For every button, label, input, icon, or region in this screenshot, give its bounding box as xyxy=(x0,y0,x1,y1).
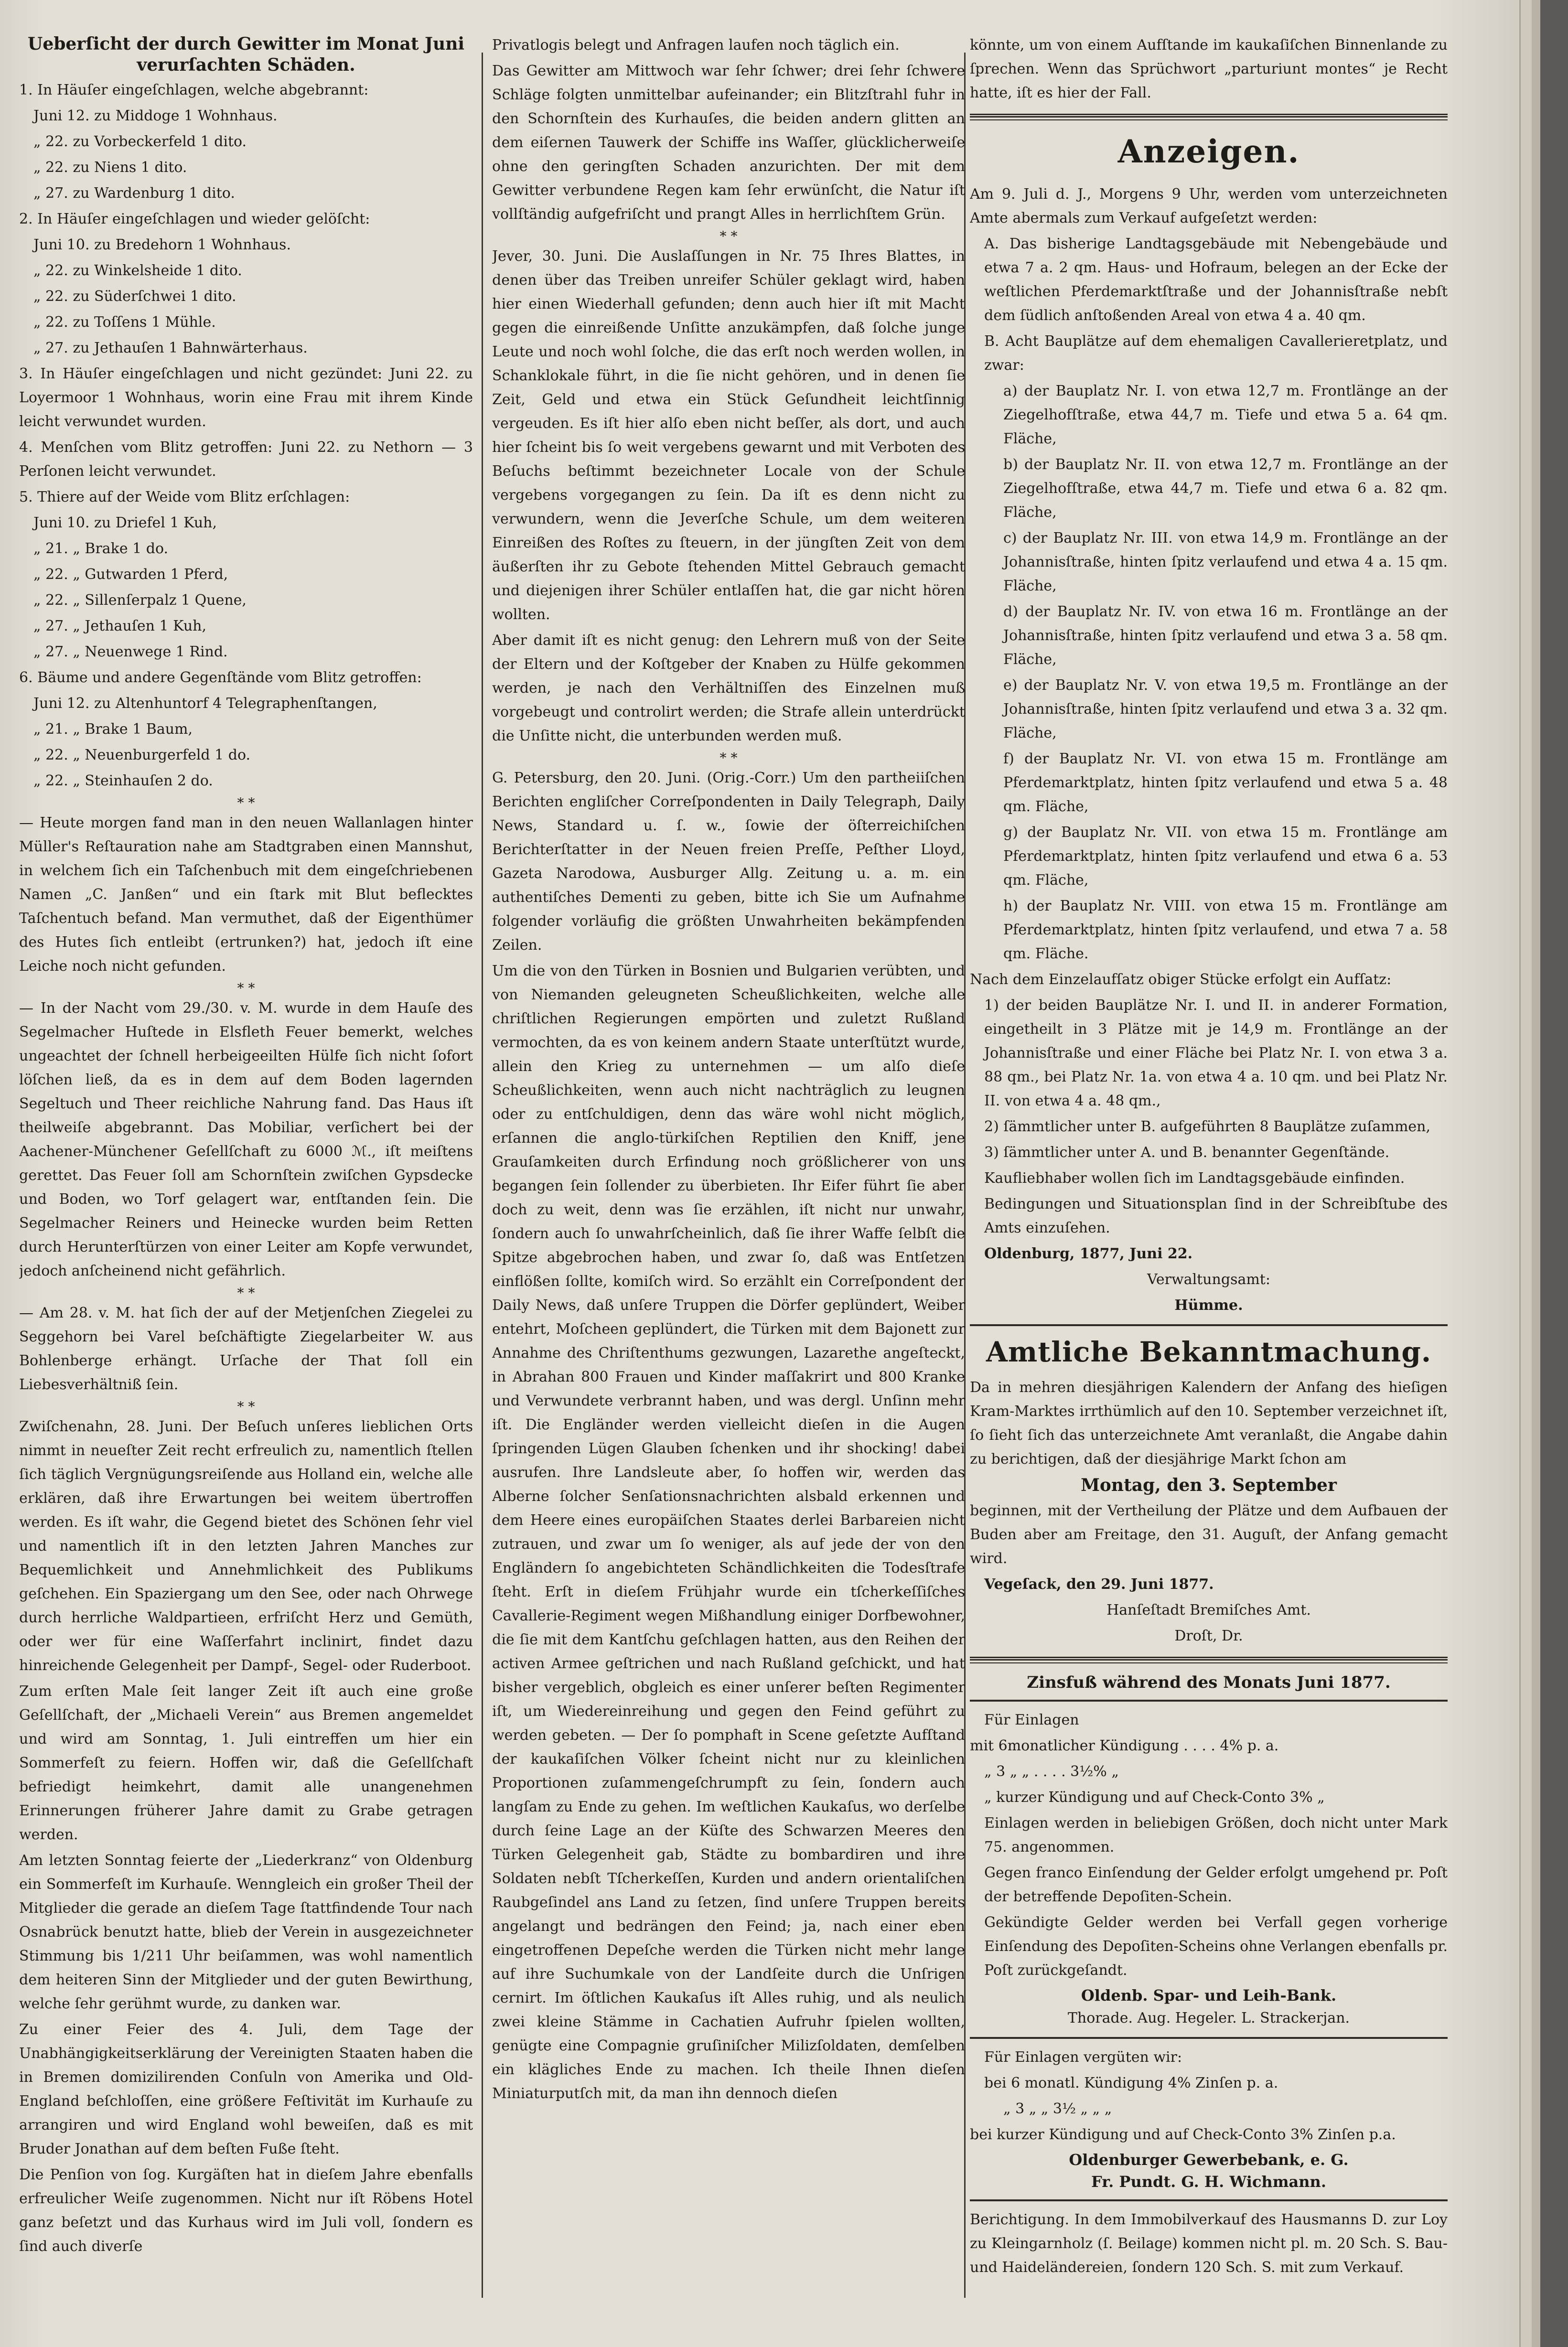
list-item: „ 27. zu Wardenburg 1 dito. xyxy=(33,185,235,202)
ad-signature: Hümme. xyxy=(1174,1297,1243,1314)
list-item: 3) ſämmtlicher unter A. und B. benannter Gegenſtände. xyxy=(984,1144,1390,1161)
news-item: Jever, 30. Juni. Die Auslaſſungen in Nr. 75 Ihres Blattes, in denen über das Treiben unreifer Schüler geklagt wird, haben hier einen Wiederhall gefunden; denn auch hier iſt mit Macht gegen die einreißende Unſitte anzukämpfen, daß ſolche junge Leute und noch wohl ſolche, die das erſt noch werden wollen, in Schanklokale führt, in die ſie nicht gehören, und in denen ſie Zeit, Geld und etwa ein Stück Geſundheit leichtſinnig vergeuden. Es iſt hier alſo eben nicht beſſer, als dort, und auch hier ſcheint bis ſo weit vergebens gewarnt und mit Verboten des Beſuchs beſtimmt bezeichneter Locale von der Schule vergebens vorgegangen zu ſein. Da iſt es denn nicht zu verwundern, wenn die Jeverſche Schule, um dem weiteren Einreißen des Roſtes zu ſteuern, in der jüngſten Zeit von dem äußerſten ihr zu Gebote ſtehenden Mittel Gebrauch gemacht und diejenigen ihrer Schüler entlaſſen hat, die gar nicht hören wollten. xyxy=(492,248,965,623)
column-rule xyxy=(482,53,483,2298)
news-item: — Am 28. v. M. hat ſich der auf der Metjenſchen Ziegelei zu Seggehorn bei Varel beſchäftigte Ziegelarbeiter W. aus Bohlenberge erhängt. Urſache der That ſoll ein Liebesverhältniß ſein. xyxy=(19,1305,473,1393)
divider xyxy=(970,114,1448,120)
list-item: a) der Bauplatz Nr. I. von etwa 12,7 m. Frontlänge an der Ziegelhofſtraße, etwa 44,7 m. Tiefe und etwa 5 a. 64 qm. Fläche, xyxy=(1003,383,1448,447)
bank-name: Oldenb. Spar- und Leih-Bank. xyxy=(1081,1986,1337,2004)
rate-line: „ kurzer Kündigung und auf Check-Conto 3% „ xyxy=(984,1789,1325,1806)
list-item: „ 22. „ Gutwarden 1 Pferd, xyxy=(33,566,228,583)
separator-asterisks: * * xyxy=(237,980,255,996)
notice-text: Da in mehren diesjährigen Kalendern der Anfang des hieſigen Kram-Marktes irrthümlich auf den 10. September verzeichnet iſt, ſo ſieht ſich das unterzeichnete Amt veranlaßt, die Angabe dahin zu berichtigen, daß der diesjährige Markt ſchon am xyxy=(970,1379,1448,1468)
ads-heading: Anzeigen. xyxy=(1117,133,1300,170)
bank-name: Oldenburger Gewerbebank, e. G. xyxy=(1069,2151,1349,2169)
separator-asterisks: * * xyxy=(720,228,738,244)
news-item: — Heute morgen fand man in den neuen Wallanlagen hinter Müller's Reſtauration nahe am Stadtgraben einen Mannshut, in welchem ſich ein Taſchenbuch mit dem eingeſchriebenen Namen „C. Janßen“ und ein ſtark mit Blut beflecktes Taſchentuch befand. Man vermuthet, daß der Eigenthümer des Hutes ſich entleibt (ertrunken?) hat, jedoch iſt eine Leiche noch nicht gefunden. xyxy=(19,814,473,975)
building-lot-list xyxy=(970,379,1448,966)
news-item: Das Gewitter am Mittwoch war ſehr ſchwer; drei ſehr ſchwere Schläge folgten unmittelbar aufeinander; ein Blitzſtrahl fuhr in den Schornſtein des Kurhauſes, die beiden andern glitten an dem eiſernen Tauwerk der Schiffe ins Waſſer, glücklicherweiſe ohne den geringſten Schaden anzurichten. Der mit dem Gewitter verbundene Regen kam ſehr erwünſcht, die Natur iſt vollſtändig aufgefriſcht und prangt Alles in herrlichſtem Grün. xyxy=(492,63,965,223)
section-item: 3. In Häuſer eingeſchlagen und nicht gezündet: Juni 22. zu Loyermoor 1 Wohnhaus, worin eine Frau mit ihrem Kinde leicht verwundet wurden. xyxy=(19,365,473,430)
list-item: Juni 10. zu Bredehorn 1 Wohnhaus. xyxy=(33,236,291,253)
auction-list xyxy=(970,994,1448,1165)
ad-place-date: Oldenburg, 1877, Juni 22. xyxy=(984,1245,1193,1262)
list-item: „ 27. „ Jethauſen 1 Kuh, xyxy=(33,618,207,634)
news-item: Zu einer Feier des 4. Juli, dem Tage der Unabhängigkeitserklärung der Vereinigten Staaten haben die in Bremen domizilirenden Conſuln von Amerika und Old-England beſchloſſen, eine größere Feſtivität im Kurhauſe zu arrangiren und wird England wohl beweiſen, daß es mit Bruder Jonathan auf dem beſten Fuße ſteht. xyxy=(19,2021,473,2157)
column-left xyxy=(19,33,473,2261)
list-item: „ 22. „ Neuenburgerfeld 1 do. xyxy=(33,747,251,763)
ad-text: Kaufliebhaber wollen ſich im Landtagsgebäude einfinden. xyxy=(984,1170,1405,1187)
interest-rate-heading: Zinsfuß während des Monats Juni 1877. xyxy=(1027,1673,1391,1692)
list-item: f) der Bauplatz Nr. VI. von etwa 15 m. Frontlänge am Pferdemarktplatz, hinten ſpitz verlaufend und etwa 5 a. 48 qm. Fläche, xyxy=(1003,750,1448,815)
column-right xyxy=(970,33,1448,2282)
news-item: Um die von den Türken in Bosnien und Bulgarien verübten, und von Niemanden geleugneten Scheußlichkeiten, welche alle chriſtlichen Regierungen empörten und zuletzt Rußland vermochten, da es von keinem andern Staate unterſtützt wurde, allein den Krieg zu unternehmen — um alſo dieſe Scheußlichkeiten, wenn auch nicht nachträglich zu leugnen oder zu entſchuldigen, denn das wäre wohl nicht möglich, erſannen die anglo-türkiſchen Reptilien den Kniff, jene Grauſamkeiten durch Erfindung noch größlicherer von uns begangen ſein ſollender zu überbieten. Ihr Eifer führt ſie aber doch zu weit, denn was ſie erzählen, iſt nicht nur unwahr, ſondern auch ſo unwahrſcheinlich, daß ſie ihrer Waffe ſelbſt die Spitze abgebrochen haben, und zwar ſo, daß was Entſetzen einflößen ſollte, komiſch wird. So erzählt ein Correſpondent der Daily News, daß unſere Truppen die Dörfer geplündert, Weiber entehrt, Moſcheen geplündert, die Türken mit dem Bajonett zur Annahme des Chriſtenthums gezwungen, Lazarethe angeſteckt, in Abrahan 800 Frauen und Kinder maſſakrirt und 800 Kranke und Verwundete verbrannt haben, und was dergl. Unſinn mehr iſt. Die Engländer werden vielleicht dieſen in die Augen ſpringenden Lügen Glauben ſchenken und ihr shocking! dabei ausrufen. Ihre Landsleute aber, ſo hoffen wir, werden das Alberne ſolcher Senſationsnachrichten alsbald erkennen und dem Heere eines europäiſchen Staates derlei Barbareien nicht zutrauen, und zwar um ſo weniger, als auf jede der von den Engländern ſo angebichteten Schändlichkeiten die Todesſtrafe ſteht. Erſt in dieſem Frühjahr wurde ein tſcherkeſſiſches Cavallerie-Regiment wegen Mißhandlung einiger Dorfbewohner, die ſie mit dem Kantſchu geſchlagen hatten, aus den Reihen der activen Armee geſtrichen und nach Rußland geſchickt, und hat bisher vergeblich, obgleich es einer unſerer beſten Regimenter iſt, um Wiedereinreihung und gegen den Feind geführt zu werden gebeten. — Der ſo pomphaft in Scene geſetzte Aufſtand der kaukaſiſchen Völker ſcheint nicht nur zu kleinlichen Proportionen zuſammengeſchrumpft zu ſein, ſondern auch langſam zu Ende zu gehen. Im weſtlichen Kaukaſus, wo derſelbe durch ſeine Lage an der Küſte des Schwarzen Meeres den Türken Gelegenheit gab, Städte zu bombardiren und ihre Soldaten nebſt Tſcherkeſſen, Kurden und andern orientaliſchen Raubgeſindel ans Land zu ſetzen, ſind unſere Truppen bereits angelangt und bedrängen den Feind; ja, nach einer eben eingetroffenen Depeſche werden die Türken nicht mehr lange auf ihre Suchumkale von der Landſeite durch die Unſrigen cernirt. Im öſtlichen Kaukaſus iſt Alles ruhig, und als neulich zwei kleine Stämme in Cachatien Aufruhr ſpielen wollten, genügte eine Compagnie gruſiniſcher Milizſoldaten, demſelben ein klägliches Ende zu machen. Ich theile Ihnen dieſen Miniaturputſch mit, da man ihn dennoch dieſen xyxy=(492,963,965,2102)
rate-line: „ 3 „ „ . . . . 3½% „ xyxy=(984,1763,1119,1780)
notice-place-date: Vegeſack, den 29. Juni 1877. xyxy=(984,1576,1214,1593)
news-item: Aber damit iſt es nicht genug: den Lehrern muß von der Seite der Eltern und der Koſtgeber der Knaben zu Hülfe gekommen werden, je nach den Verhältniſſen des Einzelnen muß vorgebeugt und controlirt werden; die Strafe allein unterdrückt die Unſitte nicht, die unterbunden werden muß. xyxy=(492,632,965,744)
separator-asterisks: * * xyxy=(720,750,738,766)
rate-text: Einlagen werden in beliebigen Größen, doch nicht unter Mark 75. angenommen. xyxy=(984,1815,1448,1855)
damage-list-objects xyxy=(19,692,473,793)
separator-asterisks: * * xyxy=(237,1399,255,1415)
rate-line: bei kurzer Kündigung und auf Check-Conto 3% Zinſen p.a. xyxy=(970,2126,1396,2143)
divider xyxy=(970,1700,1448,1702)
list-item: „ 27. zu Jethauſen 1 Bahnwärterhaus. xyxy=(33,340,308,356)
section-title: 5. Thiere auf der Weide vom Blitz erſchlagen: xyxy=(19,489,350,505)
list-item: „ 22. zu Niens 1 dito. xyxy=(33,159,187,176)
list-item: „ 21. „ Brake 1 Baum, xyxy=(33,721,193,738)
notice-date: Montag, den 3. September xyxy=(1081,1475,1337,1495)
ad-text: B. Acht Bauplätze auf dem ehemaligen Cavallerieretplatz, und zwar: xyxy=(984,333,1448,374)
damage-list-extinguished xyxy=(19,233,473,360)
news-item: Zwiſchenahn, 28. Juni. Der Beſuch unſeres lieblichen Orts nimmt in neueſter Zeit recht erfreulich zu, namentlich ſtellen ſich täglich Vergnügungsreiſende aus Holland ein, welche alle erklären, daß ihre Erwartungen bei weitem übertroffen werden. Es iſt wahr, die Gegend bietet des Schönen ſehr viel und namentlich iſt in den letzten Jahren Manches zur Bequemlichkeit und Annehmlichkeit des Publikums geſchehen. Ein Spaziergang um den See, oder nach Ohrwege durch herrliche Waldpartieen, erfriſcht Herz und Gemüth, oder wer für eine Waſſerfahrt inclinirt, findet dazu hinreichende Gelegenheit per Dampf-, Segel- oder Ruderboot. xyxy=(19,1418,473,1674)
ad-organization: Verwaltungsamt: xyxy=(1147,1271,1270,1288)
divider xyxy=(970,1657,1448,1663)
section-item: 4. Menſchen vom Blitz getroffen: Juni 22. zu Nethorn — 3 Perſonen leicht verwundet. xyxy=(19,439,473,480)
list-item: „ 22. „ Steinhauſen 2 do. xyxy=(33,772,213,789)
divider xyxy=(970,1324,1448,1326)
bank-directors: Thorade. Aug. Hegeler. L. Strackerjan. xyxy=(1067,2010,1350,2026)
ad-text: A. Das bisherige Landtagsgebäude mit Nebengebäude und etwa 7 a. 2 qm. Haus- und Hofraum, belegen an der Ecke der weſtlichen Pferdemarktſtraße und der Johannisſtraße nebſt dem ſüdlich anſtoßenden Areal von etwa 4 a. 40 qm. xyxy=(984,236,1448,324)
rate-text: Gekündigte Gelder werden bei Verfall gegen vorherige Einſendung des Depoſiten-Scheins ohne Verlangen ebenfalls pr. Poſt zurückgeſandt. xyxy=(984,1914,1448,1979)
notice-signature: Droſt, Dr. xyxy=(1174,1628,1243,1644)
ad-text: Bedingungen und Situationsplan ſind in der Schreibſtube des Amts einzuſehen. xyxy=(984,1196,1448,1236)
divider xyxy=(970,2037,1448,2039)
separator-asterisks: * * xyxy=(237,795,255,811)
list-item: g) der Bauplatz Nr. VII. von etwa 15 m. Frontlänge am Pferdemarktplatz, hinten ſpitz verlaufend und etwa 6 a. 53 qm. Fläche, xyxy=(1003,824,1448,889)
news-item: Privatlogis belegt und Anfragen laufen noch täglich ein. xyxy=(492,37,900,54)
list-item: Juni 10. zu Driefel 1 Kuh, xyxy=(33,514,217,531)
list-item: „ 27. „ Neuenwege 1 Rind. xyxy=(33,643,228,660)
ad-text: Am 9. Juli d. J., Morgens 9 Uhr, werden vom unterzeichneten Amte abermals zum Verkauf aufgeſetzt werden: xyxy=(970,186,1448,226)
list-item: Juni 12. zu Altenhuntorf 4 Telegraphenſtangen, xyxy=(33,695,377,712)
news-item: G. Petersburg, den 20. Juni. (Orig.-Corr.) Um den partheiiſchen Berichten engliſcher Correſpondenten in Daily Telegraph, Daily News, Standard u. ſ. w., ſowie der öſterreichiſchen Berichterſtatter in der Neuen freien Preſſe, Peſther Lloyd, Gazeta Narodowa, Ausburger Allg. Zeitung u. a. m. ein authentiſches Dementi zu geben, bitte ich Sie um Aufnahme folgender vorläufig die größten Unwahrheiten bekämpfenden Zeilen. xyxy=(492,770,965,954)
rate-line: „ 3 „ „ 3½ „ „ „ xyxy=(1003,2101,1112,2117)
list-item: „ 22. zu Toſſens 1 Mühle. xyxy=(33,314,216,331)
list-item: „ 21. „ Brake 1 do. xyxy=(33,540,169,557)
list-item: „ 22. zu Winkelsheide 1 dito. xyxy=(33,262,242,279)
list-item: Juni 12. zu Middoge 1 Wohnhaus. xyxy=(33,107,278,124)
column-middle xyxy=(492,33,965,2108)
news-item: Zum erſten Male ſeit langer Zeit iſt auch eine große Geſellſchaft, der „Michaeli Verein“ aus Bremen angemeldet und wird am Sonntag, 1. Juli eintreffen um hier ein Sommerfeſt zu feiern. Hoffen wir, daß die Geſellſchaft befriedigt heimkehrt, damit alle unangenehmen Erinnerungen früherer Jahre damit zu Grabe getragen werden. xyxy=(19,1683,473,1843)
rate-line: mit 6monatlicher Kündigung . . . . 4% p. a. xyxy=(970,1737,1279,1754)
damage-list-burned xyxy=(19,104,473,205)
rate-text: Für Einlagen xyxy=(984,1712,1079,1728)
official-notice-heading: Amtliche Bekanntmachung. xyxy=(986,1336,1432,1368)
page-edge-shadow xyxy=(1532,0,1540,2347)
notice-text: beginnen, mit der Vertheilung der Plätze und dem Aufbauen der Buden aber am Freitage, den 31. Auguſt, der Anfang gemacht wird. xyxy=(970,1502,1448,1567)
list-item: „ 22. zu Süderſchwei 1 dito. xyxy=(33,288,236,305)
list-item: 1) der beiden Bauplätze Nr. I. und II. in anderer Formation, eingetheilt in 3 Plätze mit je 14,9 m. Frontlänge an der Johannisſtraße und einer Fläche bei Platz Nr. I. von etwa 3 a. 88 qm., bei Platz Nr. 1a. von etwa 4 a. 10 qm. und bei Platz Nr. II. von etwa 4 a. 48 qm., xyxy=(984,997,1448,1109)
list-item: b) der Bauplatz Nr. II. von etwa 12,7 m. Frontlänge an der Ziegelhofſtraße, etwa 44,7 m. Tiefe und etwa 6 a. 82 qm. Fläche, xyxy=(1003,456,1448,521)
news-item: Die Penſion von ſog. Kurgäſten hat in dieſem Jahre ebenfalls erfreulicher Weiſe zugenommen. Nicht nur iſt Röbens Hotel ganz beſetzt und das Kurhaus wird im Juli voll, ſondern es ſind auch diverſe xyxy=(19,2166,473,2255)
news-item: — In der Nacht vom 29./30. v. M. wurde in dem Hauſe des Segelmacher Huſtede in Elsfleth Feuer bemerkt, welches ungeachtet der ſchnell herbeigeeilten Hülfe ſich nicht ſofort löſchen ließ, da es in dem auf dem Boden lagernden Segeltuch und Theer reichliche Nahrung fand. Das Haus iſt theilweiſe abgebrannt. Das Mobiliar, verſichert bei der Aachener-Münchener Geſellſchaft zu 6000 ℳ., iſt meiſtens gerettet. Das Feuer ſoll am Schornſtein zwiſchen Gypsdecke und Boden, wo Torf gelagert war, entſtanden ſein. Die Segelmacher Reiners und Heinecke wurden beim Retten durch Herunterſtürzen von einer Leiter am Kopfe verwundet, jedoch anſcheinend nicht gefährlich. xyxy=(19,1000,473,1279)
list-item: „ 22. zu Vorbeckerfeld 1 dito. xyxy=(33,133,247,150)
correction-notice: Berichtigung. In dem Immobilverkauf des Hausmanns D. zur Loy zu Kleingarnholz (ſ. Beilage) kommen nicht pl. m. 20 Sch. S. Bau- und Haideländereien, ſondern 120 Sch. S. mit zum Verkauf. xyxy=(970,2211,1448,2276)
rate-text: Gegen franco Einſendung der Gelder erfolgt umgehend pr. Poſt der betreffende Depoſiten-Schein. xyxy=(984,1865,1448,1905)
list-item: „ 22. „ Sillenſerpalz 1 Quene, xyxy=(33,592,247,609)
list-item: e) der Bauplatz Nr. V. von etwa 19,5 m. Frontlänge an der Johannisſtraße, hinten ſpitz verlaufend und etwa 3 a. 32 qm. Fläche, xyxy=(1003,677,1448,741)
section-title: 1. In Häuſer eingeſchlagen, welche abgebrannt: xyxy=(19,82,369,98)
list-item: h) der Bauplatz Nr. VIII. von etwa 15 m. Frontlänge am Pferdemarktplatz, hinten ſpitz verlaufend, und etwa 7 a. 58 qm. Fläche. xyxy=(1003,898,1448,962)
news-item: könnte, um von einem Aufſtande im kaukaſiſchen Binnenlande zu ſprechen. Wenn das Sprüchwort „parturiunt montes“ je Recht hatte, iſt es hier der Fall. xyxy=(970,37,1448,101)
notice-organization: Hanſeſtadt Bremiſches Amt. xyxy=(1106,1602,1311,1618)
ad-text: Nach dem Einzelaufſatz obiger Stücke erfolgt ein Aufſatz: xyxy=(970,971,1392,988)
news-item: Am letzten Sonntag feierte der „Liederkranz“ von Oldenburg ein Sommerfeſt im Kurhauſe. Wenngleich ein großer Theil der Mitglieder die gerade an dieſem Tage ſtattfindende Tour nach Osnabrück benutzt hatte, blieb der Verein in ausgezeichneter Stimmung bis 1/211 Uhr beiſammen, was wohl namentlich dem heiteren Sinn der Mitglieder und der guten Bewirthung, welche ſehr gerühmt wurde, zu danken war. xyxy=(19,1852,473,2012)
list-item: c) der Bauplatz Nr. III. von etwa 14,9 m. Frontlänge an der Johannisſtraße, hinten ſpitz verlaufend und etwa 4 a. 15 qm. Fläche, xyxy=(1003,530,1448,594)
section-title: 2. In Häuſer eingeſchlagen und wieder gelöſcht: xyxy=(19,211,370,227)
separator-asterisks: * * xyxy=(237,1285,255,1301)
rate-text: Für Einlagen vergüten wir: xyxy=(984,2049,1182,2066)
bank-directors: Fr. Pundt. G. H. Wichmann. xyxy=(1091,2173,1326,2191)
divider xyxy=(970,2199,1448,2201)
section-title: 6. Bäume und andere Gegenſtände vom Blitz getroffen: xyxy=(19,669,422,686)
list-item: 2) ſämmtlicher unter B. aufgeführten 8 Bauplätze zuſammen, xyxy=(984,1118,1431,1135)
list-item: d) der Bauplatz Nr. IV. von etwa 16 m. Frontlänge an der Johannisſtraße, hinten ſpitz verlaufend und etwa 3 a. 58 qm. Fläche, xyxy=(1003,603,1448,668)
storm-damage-heading: Ueberſicht der durch Gewitter im Monat Juni verurſachten Schäden. xyxy=(27,34,465,75)
page-edge xyxy=(1519,0,1533,2347)
damage-list-animals xyxy=(19,511,473,664)
rate-line: bei 6 monatl. Kündigung 4% Zinſen p. a. xyxy=(984,2075,1278,2091)
